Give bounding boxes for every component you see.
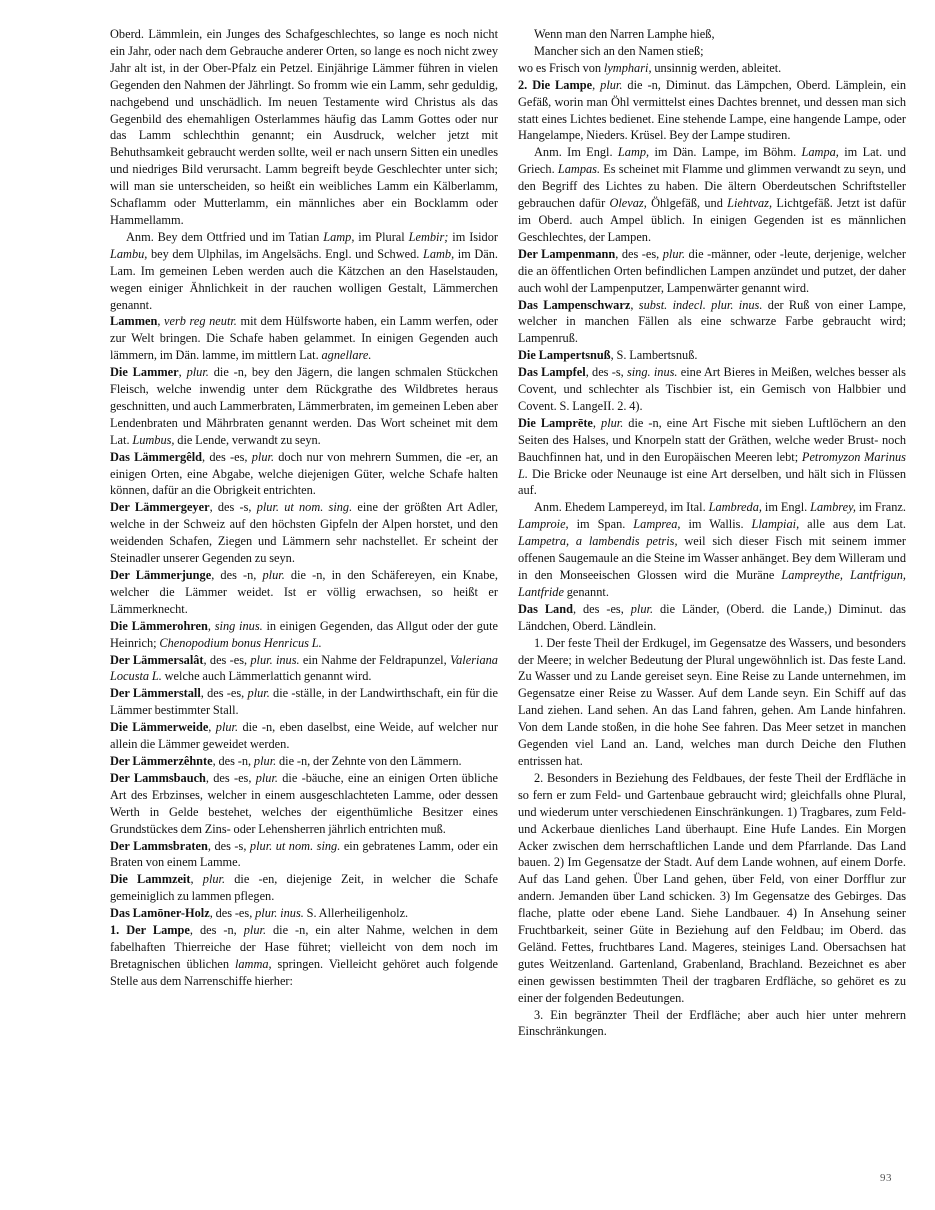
- text-run: 2. Besonders in Beziehung des Feldbaues, der feste Theil der Erdfläche in so fern er zum Feld- und Gartenbaue gebraucht wird; gleichfalls ohne Plural, und wiederum unter verschiedenen Einschränkungen. 1) Tragbares, zum Feld- und Ackerbaue dienliches Land überhaupt. Eine Hufe Landes. Ein Morgen Acker zwischen dem herrschaftlichen Lande und dem Pfarrlande. Das Land bauen. 2) Im Gegensatze der Stadt. Auf dem Lande wohnen, auf einem Dorfe. Auf das Land gehen. Über Land gehen, über Feld, von einer Dorfflur zur andern. Jemanden über Land schicken. 3) Im Gegensatze des Gebirges. Das flache, platte oder ebene Land. Siehe Landbauer. 4) In Ansehung seiner Fruchtbarkeit, seiner Güte in Beziehung auf den Feldbau; im Oberd. das Geländ. Fettes, fruchtbares Land. Mageres, steiniges Land. Obersachsen hat gutes Weitzenland. Gartenland, Grabenland, Brachland. Bezeichnet es aber einen gewissen bestimmten Theil der tragbaren Erdfläche, so gehöret es zu einer der folgenden Bedeutungen.: [518, 770, 906, 1005]
- text-run: in einigen Gegenden, das Allgut oder der gute Heinrich;: [110, 618, 498, 650]
- entry-die-lammer: [110, 364, 498, 449]
- text-run: Oberd. Lämmlein, ein Junges des Schafgeschlechtes, so lange es noch nicht ein Jahr, oder nach dem Gebrauche anderer Orten, so lange es noch nicht zwey Jahr alt ist, in der Ober-Pfalz ein Petzel. Einjährige Lämmer führen in vielen Gegenden den Nahmen der Jährlingt. So fromm wie ein Lamm, sehr geduldig, nachgebend und unschädlich. Im neuen Testamente wird Christus als das Gegenbild des ehemahligen Osterlammes häufig das Lamm Gottes oder nur das Lamm schlechthin genannt; ein Ausdruck, welcher jetzt mit Behuthsamkeit gebraucht werden sollte, weil er nach unsern Sitten ein unedles und niedriges Bild verursacht. Lamm begreift beyde Geschlechter unter sich; will man sie unterscheiden, so heißt ein weibliches Lamm ein Kälberlamm, Schaflamm oder Mutterlamm, ein männliches aber ein Bocklamm oder Hammellamm.: [110, 27, 498, 227]
- italic-term: lymphari,: [603, 60, 652, 75]
- italic-term: plur. inus.: [255, 906, 304, 921]
- text-run: ,: [178, 365, 187, 380]
- entry-laemmergeld: [110, 449, 498, 500]
- text-run: im Lat. und Griech.: [518, 145, 906, 177]
- text-run: die -n, ein alter Nahme, welchen in dem fabelhaften Thierreiche der Hase führet; vielleicht von dem noch im Bretagnischen üblichen: [110, 923, 498, 971]
- para-laemmlein-cont: [110, 26, 498, 229]
- text-run: die -n, eine Art Fische mit sieben Luftlöchern an den Seiten des Halses, und Knorpeln statt der Gräthen, welche weder Brust- noch Bauchfinnen hat, und in den Europäischen Meeren lebt;: [518, 415, 906, 464]
- text-run: , des -s,: [209, 500, 257, 515]
- italic-term: sing inus.: [214, 618, 263, 633]
- italic-term: Lambrey,: [810, 500, 856, 515]
- text-run: ein gebratenes Lamm, oder ein Braten von einem Lamme.: [110, 838, 498, 870]
- text-run: Die Bricke oder Neunauge ist eine Art derselben, und hält sich in Flüssen auf.: [518, 466, 906, 498]
- headword: Der Lämmerjunge: [110, 568, 212, 582]
- text-run: S. Allerheiligenholz.: [303, 906, 409, 921]
- headword: Das Land: [518, 601, 573, 616]
- italic-term: Lamp,: [617, 145, 650, 160]
- text-run: Anm. Ehedem Lampereyd, im Ital.: [534, 500, 709, 515]
- entry-land: [518, 601, 906, 635]
- text-run: , des -es,: [202, 449, 252, 464]
- headword: Die Lämmerohren: [110, 618, 208, 633]
- italic-term: plur.: [255, 770, 278, 785]
- text-run: Anm. Bey dem Ottfried und im Tatian: [126, 229, 324, 244]
- text-run: , des -s,: [585, 365, 627, 380]
- text-run: , des -n,: [189, 923, 244, 938]
- entry-laemmerweide: [110, 719, 498, 753]
- headword: Der Lammsbauch: [110, 770, 206, 785]
- text-run: die -n, Diminut. das Lämpchen, Oberd. Lämplein, ein Gefäß, worin man Öhl vermittelst eines Dachtes brennet, und dessen man sich statt eines Lichtes bedienet. Eine stehende Lampe, eine hangende Lampe, oder Hangelampe, Nieders. Krüsel. Bey der Lampe studiren.: [518, 77, 907, 143]
- italic-term: plur. inus.: [250, 652, 300, 667]
- headword: Die Lämmerweide: [110, 720, 209, 735]
- italic-term: Chenopodium bonus Henricus L.: [159, 635, 322, 650]
- text-run: die -n, in den Schäfereyen, ein Knabe, welcher die Lämmer weidet. Ist er völlig erwachsen, so heißt er Lämmerknecht.: [110, 568, 498, 616]
- text-run: doch nur von mehrern Summen, die -er, an einigen Orten, eine Abgabe, welche diejenigen Güter, welche Schafe halten können, dafür an die Obrigkeit entrichten.: [110, 449, 498, 498]
- text-run: ,: [592, 415, 602, 430]
- italic-term: Lembir;: [408, 229, 449, 244]
- italic-term: Lampa,: [801, 145, 839, 160]
- text-run: die Länder, (Oberd. die Lande,) Diminut. das Ländchen, Oberd. Ländlein.: [518, 601, 906, 633]
- text-run: , des -es,: [209, 906, 256, 921]
- text-run: genannt.: [563, 584, 609, 599]
- italic-term: Lampetra, a lambendis petris,: [518, 534, 678, 549]
- text-run: unsinnig werden, ableitet.: [651, 60, 782, 75]
- para-land-1: [518, 635, 906, 770]
- text-run: Wenn man den Narren Lamphe hieß,: [534, 27, 715, 41]
- headword: Lammen: [110, 314, 158, 329]
- italic-term: plur.: [186, 365, 209, 380]
- entry-lampe-1: [110, 922, 498, 990]
- headword: Das Lampfel: [518, 365, 586, 380]
- text-run: im Span.: [568, 517, 634, 532]
- text-run: ,: [207, 618, 215, 633]
- text-run: alle aus dem Lat.: [799, 517, 907, 532]
- entry-lammsbraten: [110, 838, 498, 872]
- italic-term: Lamprea,: [633, 517, 681, 532]
- text-run: , des -es,: [615, 246, 663, 261]
- italic-term: subst. indecl. plur. inus.: [638, 297, 763, 312]
- text-run: mit dem Hülfsworte haben, ein Lamm werfen, oder zur Welt bringen. Die Schafe haben gelammet. In einigen Gegenden auch lämmern, im Dän. lamme, im mittlern Lat.: [110, 314, 499, 363]
- text-run: ,: [592, 77, 601, 92]
- italic-term: plur.: [247, 686, 270, 701]
- italic-term: Valeriana Locusta L.: [110, 652, 498, 684]
- headword: Das Lamōner-Holz: [110, 906, 210, 921]
- text-run: ein Nahme der Feldrapunzel,: [299, 652, 450, 667]
- text-run: , des -es,: [200, 686, 248, 701]
- italic-term: Lambu,: [110, 246, 148, 261]
- entry-lamoner-holz: [110, 905, 498, 922]
- left-column: [110, 26, 498, 990]
- text-run: die -en, diejenige Zeit, in welcher die Schafe gemeiniglich zu lammen pflegen.: [110, 872, 499, 904]
- text-run: 3. Ein begränzter Theil der Erdfläche; aber auch hier unter mehrern Einschränkungen.: [518, 1007, 906, 1039]
- text-run: ,: [208, 720, 216, 735]
- headword: Der Lämmerstall: [110, 686, 201, 701]
- text-run: , S. Lambertsnuß.: [610, 348, 698, 363]
- right-column: [518, 26, 906, 1040]
- para-lampe-anm: [518, 144, 906, 245]
- entry-lammsbauch: [110, 770, 498, 838]
- italic-term: sing. inus.: [626, 365, 678, 380]
- text-run: die -n, bey den Jägern, die langen schmalen Stückchen Fleisch, welche inwendig unter dem Rückgrathe des Wildbretes heraus geschnitten, und auch Lammerbraten, Lämmerbraten, im gemeinen Leben aber Lendenbraten und Mährbraten genannt werden. Das Wort scheinet mit dem Lat.: [110, 365, 498, 447]
- text-run: , des -es,: [572, 601, 631, 616]
- text-run: die Lende, verwandt zu seyn.: [174, 432, 321, 447]
- italic-term: plur.: [662, 246, 686, 261]
- text-run: , des -es,: [205, 770, 256, 785]
- text-run: Öhlgefäß, und: [646, 196, 728, 211]
- entry-lampfel: [518, 364, 906, 415]
- text-run: im Dän. Lampe, im Böhm.: [649, 145, 802, 160]
- headword: Die Lammer: [110, 365, 179, 380]
- headword: 1. Der Lampe: [110, 923, 190, 938]
- entry-lampertsnuss: [518, 347, 906, 364]
- text-run: Es scheinet mit Flamme und glimmen verwandt zu seyn, und den Begriff des Lichtes zu haben. Die ältern Oberdeutschen Schriftsteller gebrauchen dafür: [518, 162, 906, 211]
- italic-term: agnellare.: [321, 348, 372, 363]
- text-run: die -männer, oder -leute, derjenige, welcher die an öffentlichen Orten befindlichen Lampen anzündet und putzet, der daher auch wohl der Lampenputzer, Lampenwärter genannt wird.: [518, 246, 907, 295]
- text-run: eine Art Bieres in Meißen, welches besser als Covent, und schlechter als Tischbier ist, ein Gemisch von Halbbier und Covent. S. LangeII. 2. 4).: [518, 365, 906, 413]
- italic-term: Lumbus,: [132, 432, 175, 447]
- text-run: springen. Vielleicht gehöret auch folgende Stelle aus dem Narrenschiffe hierher:: [110, 956, 498, 988]
- para-land-3: [518, 1007, 906, 1041]
- italic-term: plur. ut nom. sing.: [249, 838, 341, 853]
- text-run: im Isidor: [448, 229, 498, 244]
- text-run: im Franz.: [855, 500, 906, 515]
- text-run: wo es Frisch von: [518, 60, 604, 75]
- italic-term: plur. ut nom. sing.: [256, 500, 353, 515]
- italic-term: plur.: [243, 923, 267, 938]
- entry-lampenschwarz: [518, 297, 906, 348]
- italic-term: Lambreda,: [708, 500, 762, 515]
- text-run: ,: [630, 297, 639, 312]
- entry-laemmergeyer: [110, 499, 498, 567]
- text-run: ,: [157, 314, 165, 329]
- text-run: , des -es,: [203, 652, 251, 667]
- headword: Der Lampenmann: [518, 246, 616, 261]
- entry-laemmersalat: [110, 652, 498, 686]
- para-lamm-anm: [110, 229, 498, 314]
- text-run: im Wallis.: [680, 517, 752, 532]
- verse-line-2: [518, 43, 906, 60]
- text-run: Lichtgefäß. Jetzt ist dafür im Oberd. auch Ampel üblich. In einigen Gegenden ist es männlichen Geschlechtes, der Lampen.: [518, 196, 906, 244]
- verse-line-1: [518, 26, 906, 43]
- headword: Das Lämmergêld: [110, 449, 202, 464]
- entry-laemmerohren: [110, 618, 498, 652]
- headword: Der Lämmersalât: [110, 652, 204, 667]
- text-run: die -n, eben daselbst, eine Weide, auf welcher nur allein die Lämmer geweidet werden.: [110, 720, 498, 752]
- headword: Der Lammsbraten: [110, 838, 208, 853]
- entry-lammen: [110, 313, 498, 364]
- text-run: die -n, der Zehnte von den Lämmern.: [276, 753, 462, 768]
- italic-term: plur.: [251, 449, 275, 464]
- headword: Die Lammzeit: [110, 872, 191, 887]
- text-run: , des -n,: [212, 753, 254, 768]
- headword: Die Lampertsnuß: [518, 348, 611, 363]
- italic-term: Lamp,: [323, 229, 355, 244]
- text-run: , des -n,: [211, 568, 263, 582]
- italic-term: Lampreythe, Lantfrigun, Lantfride: [518, 568, 906, 599]
- italic-term: Liehtvaz,: [727, 196, 773, 211]
- entry-lampe-2: [518, 77, 906, 145]
- italic-term: plur.: [202, 872, 226, 887]
- text-run: weil sich dieser Fisch mit seinem immer offenen Saugemaule an die Steine im Wasser anhänget. Bey dem Willeram und in den Monseeischen Glossen wird die Muräne: [518, 534, 906, 582]
- italic-term: plur.: [215, 720, 239, 735]
- italic-term: Llampiai,: [751, 517, 800, 532]
- italic-term: Lampas.: [557, 162, 601, 177]
- italic-term: plur.: [601, 415, 624, 430]
- entry-lampenmann: [518, 246, 906, 297]
- entry-laemmerzehnte: [110, 753, 498, 770]
- italic-term: lamma,: [234, 956, 272, 971]
- text-run: im Engl.: [761, 500, 811, 515]
- italic-term: plur.: [253, 753, 277, 768]
- headword: Die Lamprēte: [518, 415, 593, 430]
- italic-term: Petromyzon Marinus L.: [518, 449, 906, 481]
- page-number: 93: [880, 1172, 892, 1184]
- para-land-2: [518, 770, 906, 1007]
- verse-comment: [518, 60, 906, 77]
- italic-term: verb reg neutr.: [164, 314, 237, 329]
- para-lamprete-anm: [518, 499, 906, 600]
- text-run: der Ruß von einer Lampe, welcher in manchen Fällen als eine schwarze Farbe gebraucht wird; Lampenruß.: [518, 297, 907, 346]
- text-run: im Dän. Lam. Im gemeinen Leben werden auch die Kätzchen an den Haselstauden, wegen einiger Ähnlichkeit in der rauchen wolligen Gestalt, Lämmerchen genannt.: [110, 246, 498, 312]
- italic-term: Lamb,: [422, 246, 455, 261]
- text-run: 1. Der feste Theil der Erdkugel, im Gegensatze des Wassers, und besonders der Meere; in welcher Bedeutung der Plural ungewöhnlich ist. Das feste Land. Zu Wasser und zu Lande gereiset seyn. Eine Reise zu Lande unternehmen, im Gegensatze einer Reise zu Wasser. Auf dem Lande seyn. Ein Schiff auf das Land ziehen. Land sehen. An das Land fahren, gehen. Am Lande hinfahren. Von dem Lande stoßen, in die hohe See fahren. Das Meer setzet in manchen Gegenden viel Land an. Land, welches man durch Deiche den Fluthen entrissen hat.: [518, 635, 906, 768]
- entry-lamprete: [518, 415, 906, 500]
- text-run: Mancher sich an den Namen stieß;: [534, 43, 704, 58]
- headword: Das Lampenschwarz: [518, 297, 631, 312]
- text-run: die -ställe, in der Landwirthschaft, ein für die Lämmer bestimmter Stall.: [110, 686, 498, 718]
- text-run: im Plural: [354, 229, 409, 244]
- italic-term: plur.: [262, 568, 285, 582]
- text-run: ,: [190, 872, 203, 887]
- text-run: Anm. Im Engl.: [534, 145, 618, 160]
- italic-term: Olevaz,: [609, 196, 647, 211]
- text-run: eine der größten Art Adler, welche in der Schweiz auf den höchsten Gipfeln der Alpen horstet, und den weidenden Schafen, Ziegen und Lämmern sehr nachstellet. Er scheint der Steinadler unserer Gegenden zu seyn.: [110, 500, 498, 566]
- entry-lammzeit: [110, 871, 498, 905]
- text-run: die -bäuche, eine an einigen Orten übliche Art des Erbzinses, welcher in einem ausgeschlachteten Lamme, oder dessen Werth in Gelde bestehet, welches der eigenthümliche Besitzer eines Grundstückes dem Zins- oder Lehensherren jährlich entrichten muß.: [110, 770, 498, 836]
- entry-laemmerstall: [110, 685, 498, 719]
- italic-term: Lamproie,: [518, 517, 569, 532]
- headword: Der Lämmerzêhnte: [110, 753, 213, 768]
- text-run: welche auch Lämmerlattich genannt wird.: [161, 669, 372, 684]
- italic-term: plur.: [600, 77, 623, 92]
- headword: Der Lämmergeyer: [110, 500, 210, 515]
- headword: 2. Die Lampe: [518, 77, 593, 92]
- entry-laemmerjunge: [110, 567, 498, 618]
- text-run: bey dem Ulphilas, im Angelsächs. Engl. und Schwed.: [147, 246, 423, 261]
- italic-term: plur.: [630, 601, 654, 616]
- text-run: , des -s,: [207, 838, 250, 853]
